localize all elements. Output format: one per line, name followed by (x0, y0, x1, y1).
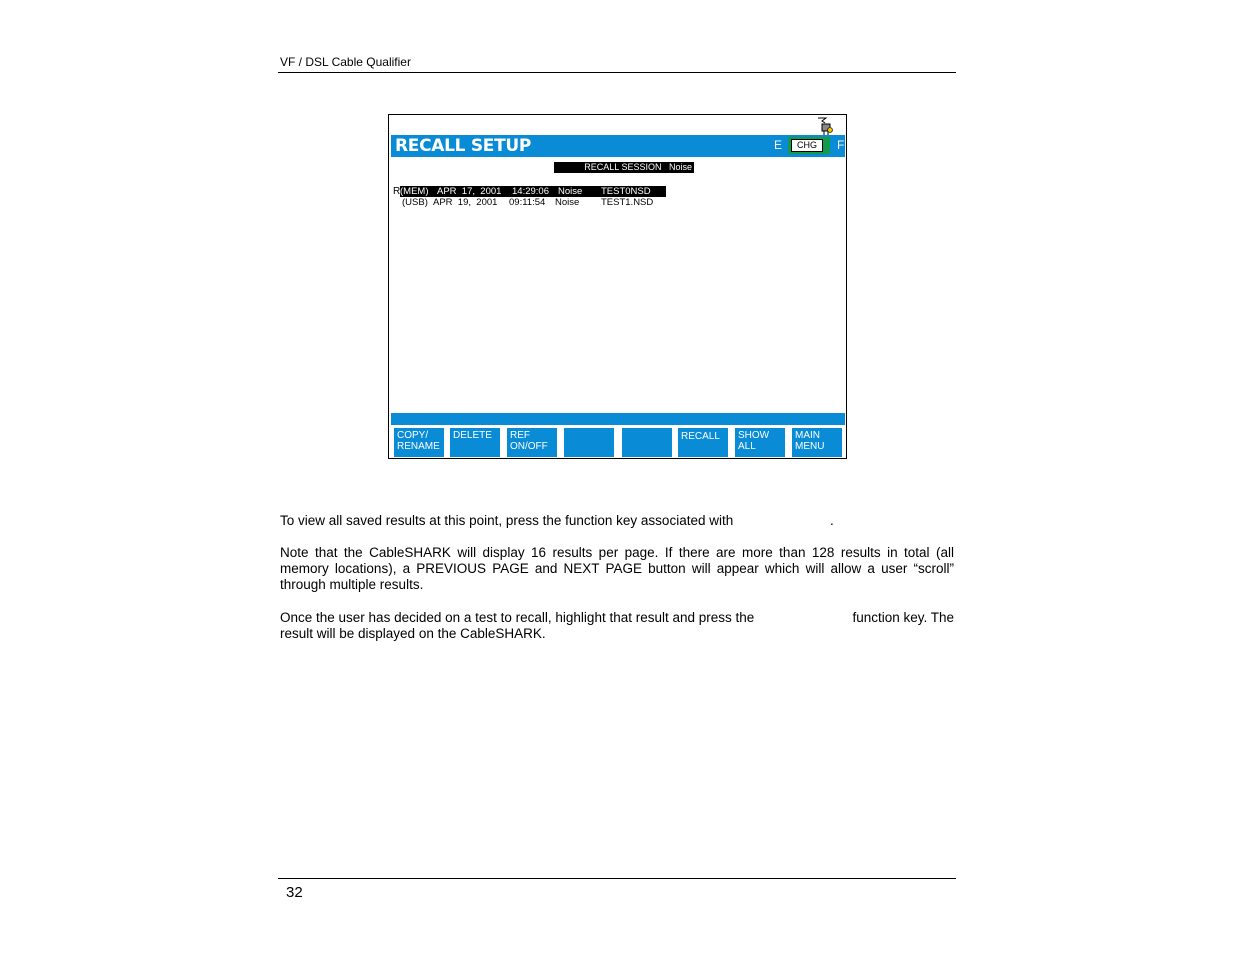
paragraph-view-all-end: . (830, 513, 834, 528)
result-date: APR 19, 2001 (433, 197, 498, 208)
ref-on-off-button[interactable]: REF ON/OFF (507, 428, 557, 457)
battery-indicator (788, 137, 830, 154)
title-bar (391, 135, 845, 157)
show-all-button[interactable]: SHOW ALL (735, 428, 785, 457)
result-type: Noise (558, 186, 583, 197)
result-row[interactable] (400, 197, 666, 208)
battery-empty-label: E (774, 138, 783, 152)
device-screen (388, 114, 847, 459)
paragraph-view-all (280, 513, 733, 529)
paragraph-line: memory locations), a PREVIOUS PAGE and NEXT PAGE button will appear which will allow a user “scroll” (280, 561, 954, 576)
status-bar (391, 413, 845, 425)
main-menu-button[interactable]: MAIN MENU (792, 428, 842, 457)
result-type: Noise (555, 197, 580, 208)
result-time: 09:11:54 (509, 197, 546, 208)
footer-rule (278, 878, 956, 879)
result-file: TEST1.NSD (601, 197, 654, 208)
document-header-title: VF / DSL Cable Qualifier (280, 55, 411, 69)
result-file: TEST0NSD (601, 186, 651, 197)
paragraph-recall-line-2: result will be displayed on the CableSHARK. (280, 626, 546, 641)
result-location: (MEM) (400, 186, 429, 197)
function-key-4[interactable] (564, 428, 614, 457)
result-time: 14:29:06 (512, 186, 549, 197)
paragraph-recall-line-1b: function key. The (852, 610, 954, 625)
paragraph-line: Note that the CableSHARK will display 16 results per page. If there are more than 128 results in total (all (280, 545, 954, 560)
plug-icon (813, 116, 835, 136)
paragraph-results-per-page (280, 545, 954, 593)
screen-title: RECALL SETUP (395, 136, 532, 156)
result-location: (USB) (402, 197, 428, 208)
battery-charge-label: CHG (791, 139, 823, 152)
battery-full-label: F (837, 138, 845, 152)
paragraph-line: through multiple results. (280, 577, 424, 592)
result-row-selected[interactable] (400, 186, 666, 197)
paragraph-recall-line-1a: Once the user has decided on a test to recall, highlight that result and press the (280, 610, 755, 625)
function-key-5[interactable] (622, 428, 672, 457)
recall-session-label: RECALL SESSION Noise (554, 162, 694, 173)
copy-rename-button[interactable]: COPY/ RENAME (394, 428, 444, 457)
delete-button[interactable]: DELETE (450, 428, 500, 457)
page-number: 32 (286, 884, 303, 901)
row-marker: R (393, 186, 401, 197)
paragraph-view-all-text: To view all saved results at this point, press the function key associated with (280, 513, 734, 528)
result-date: APR 17, 2001 (437, 186, 502, 197)
header-rule (278, 72, 956, 73)
recall-button[interactable]: RECALL (678, 428, 728, 457)
